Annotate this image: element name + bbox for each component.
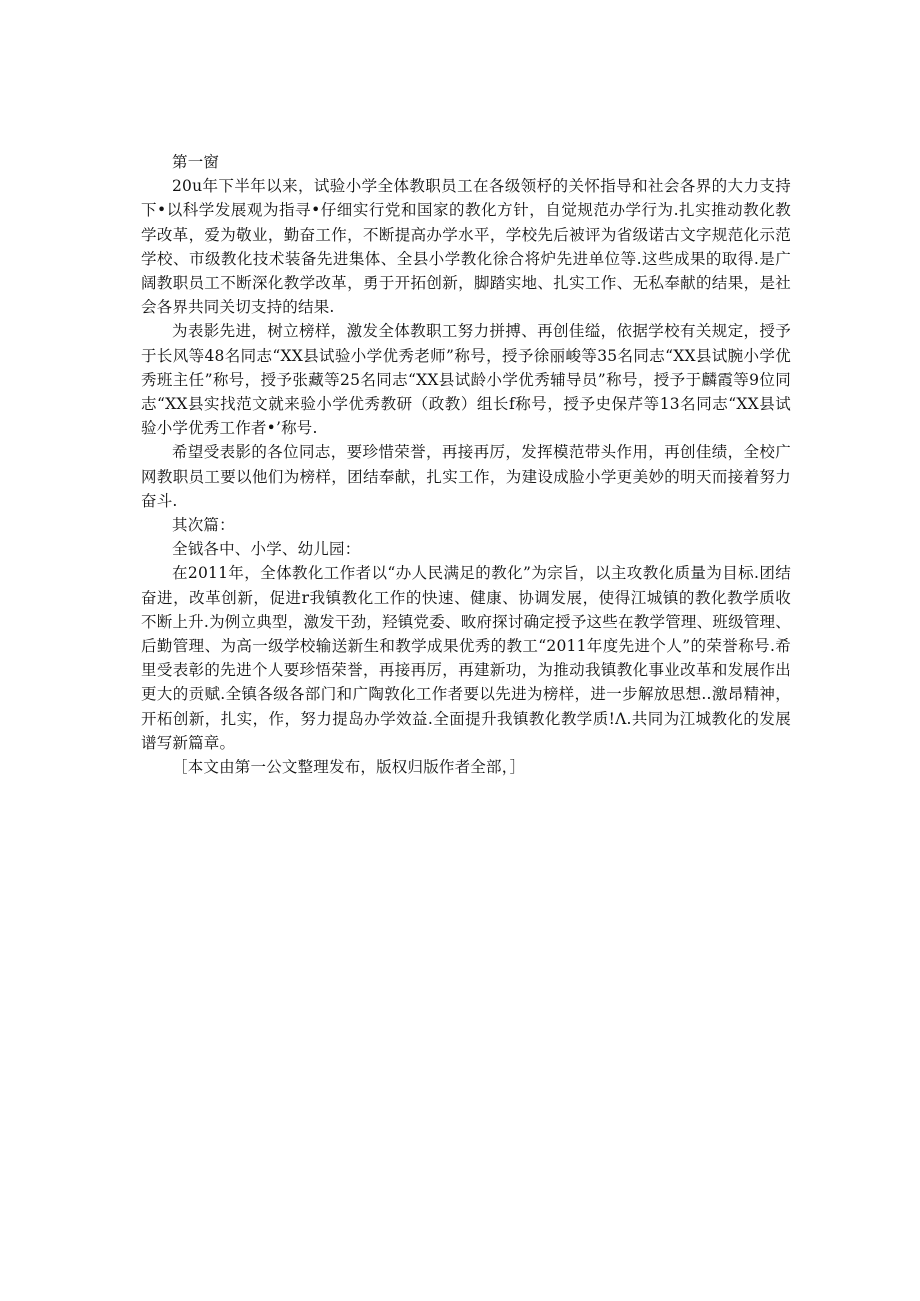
- paragraph-awards: 为表影先进，树立榜样，激发全体教职工努力拼搏、再创佳缢，依据学校有关规定，授予于长风等48名同志“XX县试验小学优秀老师”称号，授予徐丽峻等35名同志“XX县试腕小学优秀班主任”称号，授予张藏等25名同志“XX县试龄小学优秀辅导员”称号，授予于麟霞等9位同志“XX县实找范文就来验小学优秀教研（政教）组长f称号，授予史保芹等13名同志“XX县试验小学优秀工作者•’称号.: [141, 322, 791, 438]
- paragraph-intro: 20u年下半年以来，试验小学全体教职员工在各级领杼的关怀指导和社会各界的大力支持下•以科学发展观为指寻•仔细实行党和国家的教化方针，自觉规范办学行为.扎实推动教化教学改革，爱为敬业，勤奋工作，不断提高办学水平，学校先后被评为省级诺古文字规范化示范学校、市级教化技术装备先进集体、全县小学教化徐合将炉先进单位等.这些成果的取得.是广阔教职员工不断深化教学改革，勇于开拓创新，脚踏实地、扎实工作、无私奉献的结果，是社会各界共同关切支持的结果.: [141, 177, 791, 317]
- section-title-second: 其次篇：: [172, 516, 235, 535]
- copyright-note: ［本文由第一公文整理发布，版权归版作者全部，］: [172, 758, 526, 777]
- paragraph-hope: 希望受表影的各位同志，要珍惜荣誉，再接再厉，发挥模范带头作用，再创佳绩，全校广网教职员工要以他们为榜样，团结奉献，扎实工作，为建设成脸小学更美妙的明天而接着努力奋斗.: [141, 443, 791, 510]
- document-body: [141, 150, 791, 779]
- paragraph-2011: 在2011年，全体教化工作者以“办人民满足的教化”为宗旨，以主攻教化质量为目标.团结奋进，改革创新，促进r我镇教化工作的快速、健康、协调发展，使得江城镇的教化教学质收不断上升.为例立典型，激发干劲，羟镇党委、畋府探讨确定授予这些在教学管理、班级管理、后勤管理、为高一级学校输送新生和教学成果优秀的教工“2011年度先进个人”的荣誉称号.希里受表彰的先进个人要珍悟荣誉，再接再厉，再建新功，为推动我镇教化事业改革和发展作出更大的贡赋.全镇各级各部门和广陶敦化工作者要以先进为榜样，进一步解放思想..激昂精神，开柘创新，扎实，作，努力提岛办学效益.全面提升我镇教化教学质!Λ.共同为江城教化的发展谱写新篇章。: [141, 564, 791, 752]
- salutation: 全钺各中、小学、幼儿园：: [172, 540, 361, 559]
- section-title-first: 第一窗: [172, 153, 220, 171]
